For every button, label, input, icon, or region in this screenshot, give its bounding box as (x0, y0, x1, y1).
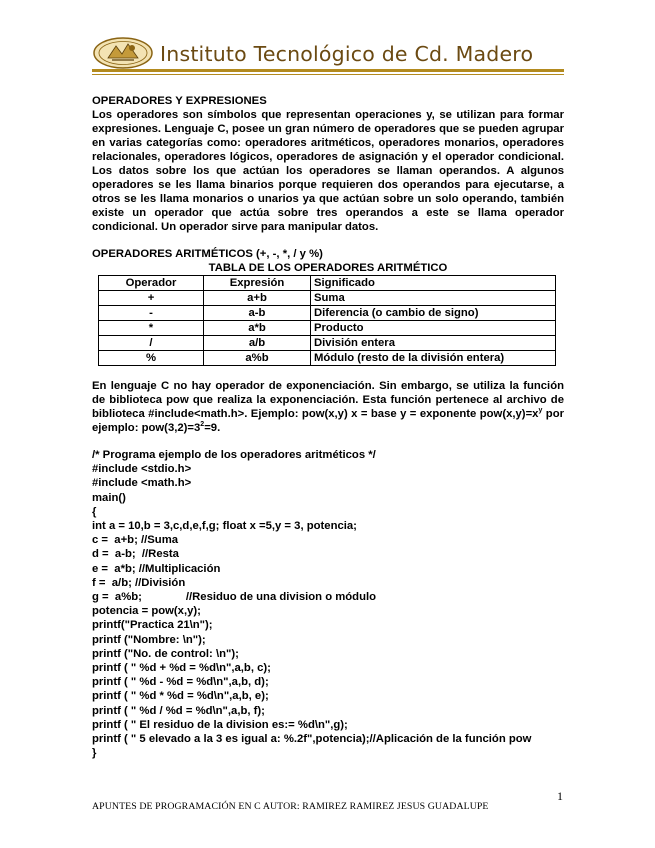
table-row (99, 321, 556, 336)
table-row (99, 306, 556, 321)
section-title-operadores: OPERADORES Y EXPRESIONES (92, 95, 267, 107)
operators-table (98, 275, 556, 366)
code-line: /* Programa ejemplo de los operadores aritméticos */ (92, 449, 376, 461)
code-line: printf ("No. de control: \n"); (92, 647, 239, 660)
code-line: printf("Practica 21\n"); (92, 619, 213, 632)
code-line: printf ("Nombre: \n"); (92, 633, 206, 646)
table-header-cell: Significado (311, 276, 556, 291)
code-line: main() (92, 491, 126, 504)
code-line: } (92, 747, 97, 760)
header-rule-thick (92, 69, 564, 72)
table-row (99, 351, 556, 366)
page-footer: APUNTES DE PROGRAMACIÓN EN C AUTOR: RAMIREZ RAMIREZ JESUS GUADALUPE (92, 801, 489, 812)
table-cell: + (99, 291, 204, 306)
table-cell: % (99, 351, 204, 366)
table-cell: a-b (204, 306, 311, 321)
code-listing (92, 448, 564, 760)
table-cell: Diferencia (o cambio de signo) (311, 306, 556, 321)
code-line: { (92, 505, 97, 518)
code-line: #include <math.h> (92, 477, 192, 490)
section-title-aritmeticos: OPERADORES ARITMÉTICOS (+, -, *, / y %) (92, 248, 323, 260)
page-header (92, 36, 564, 80)
code-line: d = a-b; //Resta (92, 548, 179, 561)
code-line: f = a/b; //División (92, 576, 186, 589)
document-body (92, 94, 564, 760)
table-cell: Suma (311, 291, 556, 306)
code-line: printf ( " %d + %d = %d\n",a,b, c); (92, 662, 271, 675)
code-line: printf ( " %d - %d = %d\n",a,b, d); (92, 676, 269, 689)
table-cell: * (99, 321, 204, 336)
pow-superscript-y: y (538, 407, 543, 415)
code-line: e = a*b; //Multiplicación (92, 562, 221, 575)
code-line: printf ( " El residuo de la division es:= %d\n",g); (92, 718, 348, 731)
institute-name: Instituto Tecnológico de Cd. Madero (160, 42, 534, 66)
table-cell: a*b (204, 321, 311, 336)
table-cell: a+b (204, 291, 311, 306)
table-row (99, 336, 556, 351)
table-cell: Producto (311, 321, 556, 336)
code-line: g = a%b; //Residuo de una division o módulo (92, 591, 377, 604)
header-rule-thin (92, 74, 564, 75)
intro-paragraph: Los operadores son símbolos que representan operaciones y, se utilizan para formar expresiones. Lenguaje C, posee un gran número de operadores que se pueden agrupar en varias categorías como: operadores aritméticos, operadores monarios, operadores relacionales, operadores lógicos, operadores de asignación y el operador condicional. Los datos sobre los que actúan los operadores se llaman operandos. A algunos operadores se les llama binarios porque requieren dos operandos para ejecutarse, a otros se les llama monarios o unarios ya que actúan sobre un solo operando, también existe un operador que actúa sobre tres operandos a este se llama operador condicional. Un operador sirve para manipular datos. (92, 109, 564, 233)
table-cell: a/b (204, 336, 311, 351)
table-header-row (99, 276, 556, 291)
pow-superscript-2: 2 (200, 421, 205, 429)
institute-logo-icon (92, 36, 154, 70)
code-line: potencia = pow(x,y); (92, 605, 201, 618)
table-cell: / (99, 336, 204, 351)
code-line: #include <stdio.h> (92, 463, 192, 476)
pow-paragraph (92, 379, 564, 435)
table-cell: Módulo (resto de la división entera) (311, 351, 556, 366)
table-caption: TABLA DE LOS OPERADORES ARITMÉTICO (208, 262, 448, 274)
table-row (99, 291, 556, 306)
pow-text-part3: =9. (204, 422, 221, 434)
table-cell: División entera (311, 336, 556, 351)
code-line: c = a+b; //Suma (92, 534, 179, 547)
code-line: printf ( " %d * %d = %d\n",a,b, e); (92, 690, 269, 703)
table-header-cell: Expresión (204, 276, 311, 291)
code-line: int a = 10,b = 3,c,d,e,f,g; float x =5,y = 3, potencia; (92, 520, 357, 533)
pow-text-part1: En lenguaje C no hay operador de exponenciación. Sin embargo, se utiliza la función de biblioteca pow que realiza la exponenciación. Esta función pertenece al archivo de biblioteca #include<math.h>. Ejemplo: pow(x,y) x = base y = exponente pow(x,y)=x (92, 380, 564, 420)
table-cell: - (99, 306, 204, 321)
pow-text-part2: por ejemplo: pow(3,2)=3 (92, 408, 564, 434)
page-number: 1 (557, 789, 563, 803)
code-line: printf ( " %d / %d = %d\n",a,b, f); (92, 704, 265, 717)
code-line: printf ( " 5 elevado a la 3 es igual a: %.2f",potencia);//Aplicación de la función pow (92, 733, 532, 746)
table-cell: a%b (204, 351, 311, 366)
table-header-cell: Operador (99, 276, 204, 291)
